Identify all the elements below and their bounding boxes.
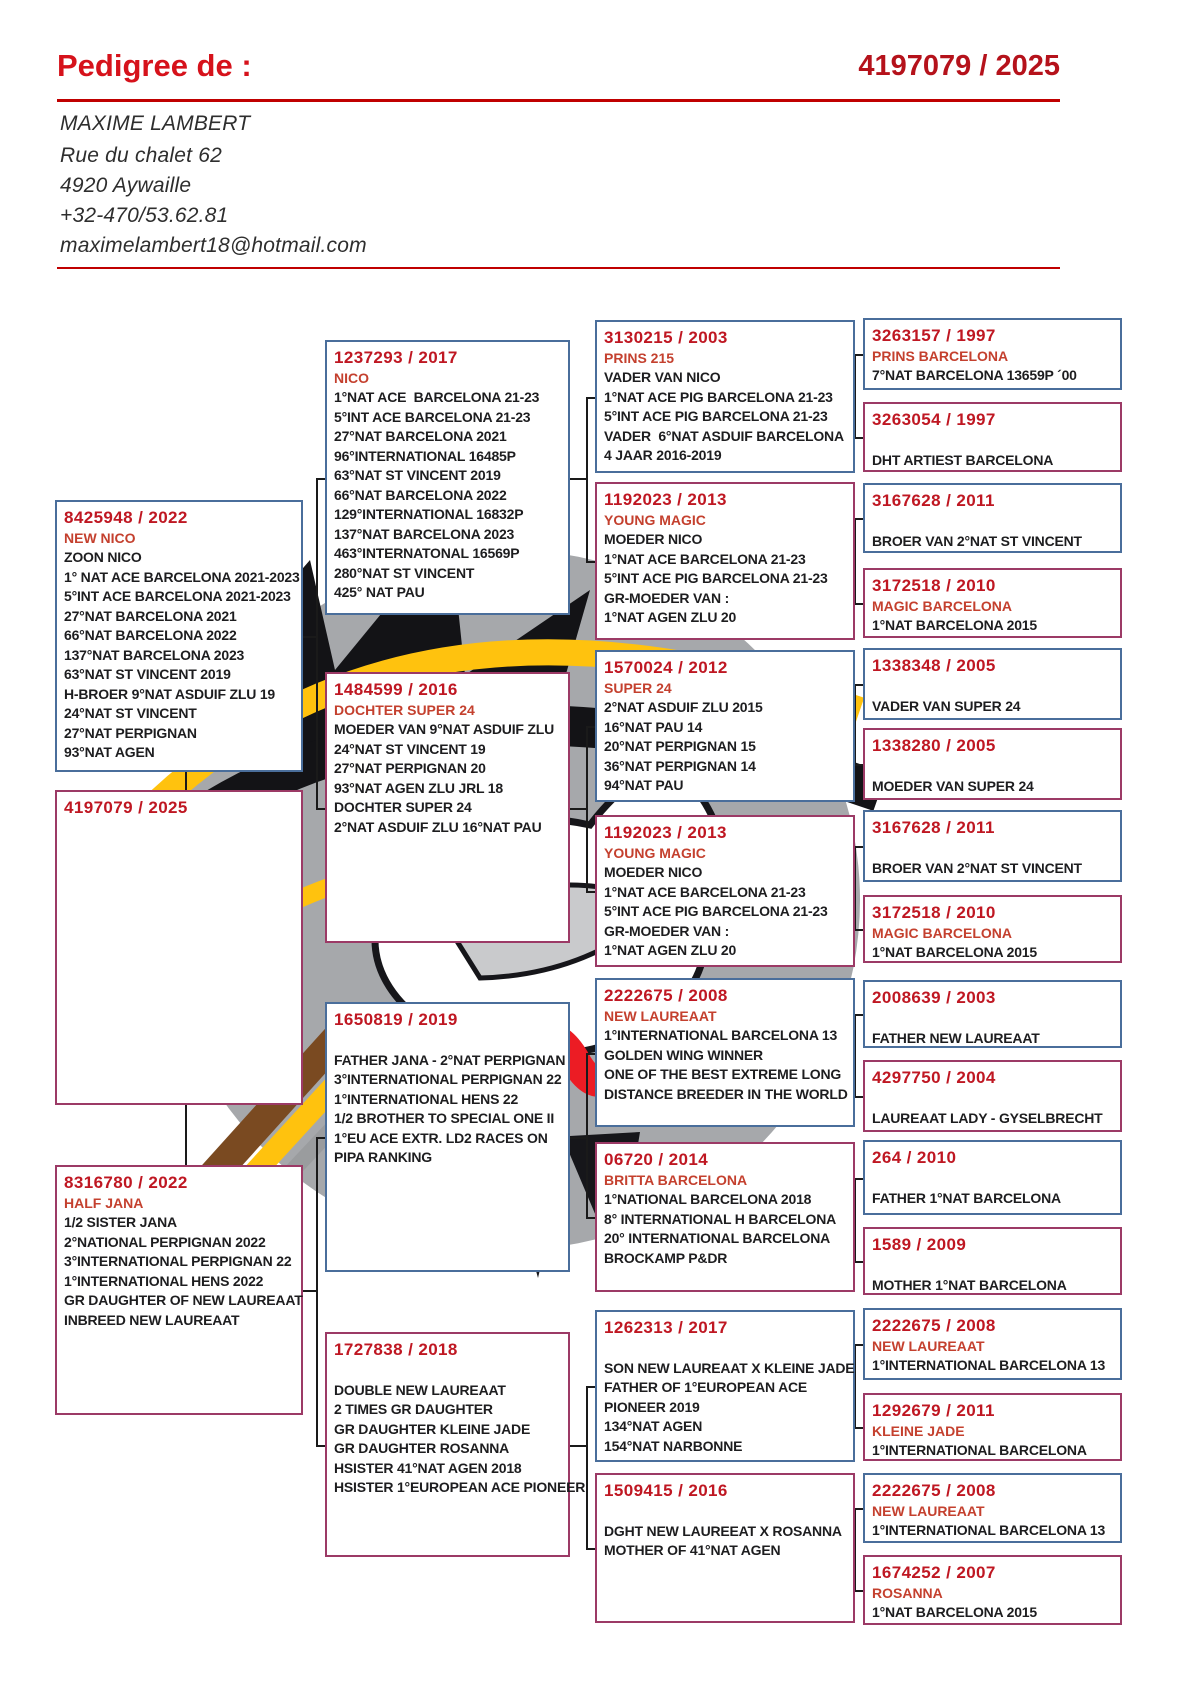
box-detail-line: 5°INT ACE BARCELONA 21-23	[334, 408, 531, 425]
box-detail-line: 1°NAT ACE BARCELONA 21-23	[604, 550, 806, 567]
box-pigeon-name: HALF JANA	[64, 1195, 144, 1211]
box-detail-line: BROER VAN 2°NAT ST VINCENT	[872, 859, 1082, 876]
box-detail-line: 1°INTERNATIONAL BARCELONA 13	[872, 1522, 1106, 1538]
box-detail-line	[334, 1031, 568, 1051]
box-detail-line: MOTHER OF 41°NAT AGEN	[604, 1542, 781, 1558]
box-detail-line: 7°NAT BARCELONA 13659P ´00	[872, 367, 1077, 383]
box-ring-number: 8316780 / 2022	[64, 1173, 188, 1192]
box-detail-line: 154°NAT NARBONNE	[604, 1437, 743, 1454]
box-ring-number: 1509415 / 2016	[604, 1481, 728, 1500]
pedigree-box	[863, 1140, 1122, 1215]
box-detail-line: 16°NAT PAU 14	[604, 718, 703, 735]
box-detail-line: 27°NAT PERPIGNAN	[64, 724, 197, 741]
owner-phone: +32-470/53.62.81	[60, 204, 229, 227]
owner-city: 4920 Aywaille	[60, 174, 192, 197]
owner-street: Rue du chalet 62	[60, 144, 222, 167]
connector-line	[854, 1590, 863, 1592]
box-pigeon-name: KLEINE JADE	[872, 1423, 965, 1439]
box-pigeon-name: NEW LAUREAAT	[872, 1338, 985, 1354]
box-detail-line	[872, 1256, 1120, 1276]
box-detail-line	[872, 512, 1120, 532]
box-detail-line: MOEDER NICO	[604, 864, 703, 880]
box-ring-number: 1484599 / 2016	[334, 680, 458, 699]
connector-line	[185, 1103, 187, 1167]
box-detail-line: SON NEW LAUREAAT X KLEINE JADE	[604, 1359, 855, 1376]
connector-line	[316, 478, 325, 480]
connector-line	[854, 1178, 863, 1180]
pedigree-box	[863, 1060, 1122, 1132]
box-detail-line	[872, 1009, 1120, 1029]
box-detail-line: VADER 6°NAT ASDUIF BARCELONA	[604, 427, 844, 444]
box-detail-line: 93°NAT AGEN ZLU JRL 18	[334, 779, 503, 796]
connector-line	[854, 1344, 863, 1346]
box-ring-number: 1192023 / 2013	[604, 490, 727, 509]
box-ring-number: 1650819 / 2019	[334, 1010, 458, 1029]
box-detail-line: LAUREAAT LADY - GYSELBRECHT	[872, 1109, 1103, 1126]
box-detail-line: H-BROER 9°NAT ASDUIF ZLU 19	[64, 685, 275, 702]
box-detail-line: MOTHER 1°NAT BARCELONA	[872, 1276, 1067, 1293]
connector-line	[586, 561, 595, 563]
page-title: Pedigree de :	[57, 48, 252, 83]
box-detail-line: DOCHTER SUPER 24	[334, 799, 472, 815]
box-pigeon-name: MAGIC BARCELONA	[872, 925, 1012, 941]
pedigree-box	[55, 500, 303, 772]
box-detail-line: 63°NAT ST VINCENT 2019	[334, 467, 501, 483]
box-detail-line: 24°NAT ST VINCENT 19	[334, 740, 486, 757]
box-detail-line: 4 JAAR 2016-2019	[604, 447, 722, 463]
box-pigeon-name: NEW LAUREAAT	[872, 1503, 985, 1519]
connector-line	[854, 518, 863, 520]
box-ring-number: 1338280 / 2005	[872, 736, 996, 755]
pedigree-box	[55, 790, 303, 1105]
connector-line	[854, 846, 863, 848]
box-detail-line: 1°INTERNATIONAL BARCELONA 13	[604, 1027, 838, 1043]
box-pigeon-name: YOUNG MAGIC	[604, 845, 706, 861]
pedigree-box	[863, 810, 1122, 882]
pedigree-box	[595, 320, 855, 473]
box-detail-line	[872, 431, 1120, 451]
box-ring-number: 1338348 / 2005	[872, 656, 996, 675]
box-detail-line: MOEDER VAN 9°NAT ASDUIF ZLU	[334, 721, 555, 737]
owner-name: MAXIME LAMBERT	[60, 112, 251, 135]
box-detail-line: 1°NAT ACE BARCELONA 21-23	[604, 883, 806, 900]
pedigree-box	[863, 483, 1122, 553]
box-detail-line: FATHER NEW LAUREAAT	[872, 1029, 1040, 1046]
box-detail-line: 96°INTERNATIONAL 16485P	[334, 447, 516, 464]
box-pigeon-name: SUPER 24	[604, 680, 672, 696]
pedigree-box	[325, 672, 570, 943]
box-detail-line: 137°NAT BARCELONA 2023	[334, 525, 515, 542]
connector-line	[586, 1386, 595, 1388]
box-ring-number: 4197079 / 2025	[64, 798, 188, 817]
box-detail-line	[872, 839, 1120, 859]
box-detail-line	[334, 1361, 568, 1381]
box-detail-line: GOLDEN WING WINNER	[604, 1046, 763, 1063]
box-detail-line: MOEDER NICO	[604, 531, 703, 547]
box-detail-line: 1°NAT BARCELONA 2015	[872, 944, 1037, 960]
box-pigeon-name: PRINS 215	[604, 350, 675, 366]
header-rule	[57, 99, 1060, 102]
box-detail-line	[604, 1502, 853, 1522]
box-detail-line: GR DAUGHTER KLEINE JADE	[334, 1420, 531, 1437]
pedigree-box	[595, 650, 855, 802]
box-ring-number: 2008639 / 2003	[872, 988, 996, 1007]
box-ring-number: 1727838 / 2018	[334, 1340, 458, 1359]
connector-line	[854, 1096, 863, 1098]
box-detail-line: PIPA RANKING	[334, 1149, 432, 1165]
box-detail-line	[872, 1169, 1120, 1189]
box-detail-line: ONE OF THE BEST EXTREME LONG	[604, 1066, 842, 1082]
box-detail-line: 137°NAT BARCELONA 2023	[64, 646, 245, 663]
box-ring-number: 4297750 / 2004	[872, 1068, 996, 1087]
box-detail-line: 5°INT ACE PIG BARCELONA 21-23	[604, 903, 828, 919]
connector-line	[854, 1508, 863, 1510]
pedigree-box	[325, 1332, 586, 1557]
box-detail-line: GR-MOEDER VAN :	[604, 922, 730, 939]
pedigree-box	[863, 1227, 1122, 1295]
box-ring-number: 3172518 / 2010	[872, 903, 996, 922]
box-detail-line: VADER VAN SUPER 24	[872, 697, 1021, 714]
box-detail-line: 2°NATIONAL PERPIGNAN 2022	[64, 1233, 266, 1250]
box-detail-line: MOEDER VAN SUPER 24	[872, 777, 1034, 794]
box-detail-line: 66°NAT BARCELONA 2022	[64, 627, 237, 643]
pedigree-box	[55, 1165, 303, 1415]
connector-line	[854, 1261, 863, 1263]
pedigree-box	[863, 728, 1122, 800]
pedigree-box	[595, 1142, 855, 1292]
box-detail-line	[872, 1089, 1120, 1109]
box-ring-number: 3263054 / 1997	[872, 410, 996, 429]
pedigree-box	[863, 402, 1122, 472]
owner-email: maximelambert18@hotmail.com	[60, 234, 367, 257]
pedigree-box	[863, 1308, 1122, 1380]
box-ring-number: 2222675 / 2008	[604, 986, 728, 1005]
connector-line	[586, 726, 588, 893]
pedigree-box	[863, 980, 1122, 1048]
box-ring-number: 1262313 / 2017	[604, 1318, 728, 1337]
box-detail-line: FATHER JANA - 2°NAT PERPIGNAN	[334, 1051, 566, 1068]
subject-ring-number: 4197079 / 2025	[858, 50, 1060, 82]
connector-line	[854, 1427, 863, 1429]
pedigree-box	[863, 568, 1122, 638]
box-pigeon-name: BRITTA BARCELONA	[604, 1172, 748, 1188]
box-detail-line: HSISTER 41°NAT AGEN 2018	[334, 1459, 522, 1476]
box-detail-line: 94°NAT PAU	[604, 777, 684, 793]
connector-line	[586, 1217, 595, 1219]
box-detail-line: GR DAUGHTER ROSANNA	[334, 1440, 510, 1456]
box-detail-line: 129°INTERNATIONAL 16832P	[334, 506, 524, 522]
box-detail-line: 1°NAT AGEN ZLU 20	[604, 609, 737, 625]
box-detail-line: FATHER 1°NAT BARCELONA	[872, 1189, 1061, 1206]
box-detail-line: 425° NAT PAU	[334, 584, 425, 600]
box-ring-number: 1292679 / 2011	[872, 1401, 995, 1420]
box-detail-line: 2 TIMES GR DAUGHTER	[334, 1401, 493, 1417]
box-ring-number: 3167628 / 2011	[872, 491, 995, 510]
connector-line	[586, 1386, 588, 1550]
box-ring-number: 3167628 / 2011	[872, 818, 995, 837]
box-detail-line: 2°NAT ASDUIF ZLU 16°NAT PAU	[334, 818, 542, 835]
box-detail-line: 1°NAT BARCELONA 2015	[872, 1604, 1037, 1620]
box-detail-line: 1°INTERNATIONAL HENS 2022	[64, 1272, 264, 1289]
box-ring-number: 1674252 / 2007	[872, 1563, 996, 1582]
connector-line	[586, 1053, 595, 1055]
connector-line	[316, 1445, 325, 1447]
box-detail-line: DOUBLE NEW LAUREAAT	[334, 1381, 506, 1398]
pedigree-box	[863, 1393, 1122, 1461]
box-ring-number: 3172518 / 2010	[872, 576, 996, 595]
box-detail-line: FATHER OF 1°EUROPEAN ACE	[604, 1379, 808, 1395]
box-detail-line: 24°NAT ST VINCENT	[64, 705, 197, 721]
box-detail-line: 5°INT ACE BARCELONA 2021-2023	[64, 588, 291, 604]
box-detail-line	[604, 1339, 853, 1359]
connector-line	[316, 478, 318, 810]
box-detail-line: BROER VAN 2°NAT ST VINCENT	[872, 532, 1082, 549]
box-detail-line	[872, 677, 1120, 697]
box-detail-line: 1°INTERNATIONAL BARCELONA	[872, 1442, 1087, 1458]
connector-line	[854, 929, 863, 931]
box-detail-line: 2°NAT ASDUIF ZLU 2015	[604, 699, 763, 715]
box-pigeon-name: YOUNG MAGIC	[604, 512, 706, 528]
connector-line	[586, 397, 595, 399]
box-pigeon-name: NEW NICO	[64, 530, 136, 546]
box-detail-line: 27°NAT BARCELONA 2021	[64, 607, 237, 624]
pedigree-box	[595, 1473, 855, 1623]
box-detail-line: 1° NAT ACE BARCELONA 2021-2023	[64, 568, 300, 585]
box-detail-line: 134°NAT AGEN	[604, 1418, 703, 1434]
box-detail-line: 93°NAT AGEN	[64, 744, 155, 760]
box-ring-number: 264 / 2010	[872, 1148, 957, 1167]
pedigree-box	[595, 978, 855, 1127]
connector-line	[854, 764, 863, 766]
box-detail-line: ZOON NICO	[64, 549, 142, 565]
box-detail-line: 3°INTERNATIONAL PERPIGNAN 22	[64, 1253, 292, 1269]
connector-line	[586, 1053, 588, 1219]
pedigree-box	[595, 815, 855, 967]
box-detail-line: 27°NAT BARCELONA 2021	[334, 428, 507, 444]
box-ring-number: 1237293 / 2017	[334, 348, 458, 367]
box-detail-line: 463°INTERNATONAL 16569P	[334, 545, 520, 561]
pedigree-box	[863, 1555, 1122, 1625]
connector-line	[586, 397, 588, 563]
connector-line	[586, 891, 595, 893]
box-ring-number: 2222675 / 2008	[872, 1316, 996, 1335]
box-detail-line: 5°INT ACE PIG BARCELONA 21-23	[604, 408, 828, 424]
box-detail-line: 1°INTERNATIONAL HENS 22	[334, 1090, 519, 1107]
box-ring-number: 06720 / 2014	[604, 1150, 709, 1169]
connector-line	[586, 726, 595, 728]
pedigree-box	[595, 1310, 855, 1462]
box-detail-line: VADER VAN NICO	[604, 369, 721, 385]
box-pigeon-name: NEW LAUREAAT	[604, 1008, 717, 1024]
box-detail-line: BROCKAMP P&DR	[604, 1249, 728, 1266]
box-detail-line: HSISTER 1°EUROPEAN ACE PIONEER	[334, 1479, 586, 1495]
box-detail-line: 1°NAT ACE PIG BARCELONA 21-23	[604, 388, 833, 405]
pedigree-box	[863, 895, 1122, 963]
box-detail-line: 8° INTERNATIONAL H BARCELONA	[604, 1210, 837, 1227]
box-detail-line: GR DAUGHTER OF NEW LAUREAAT	[64, 1292, 303, 1308]
box-detail-line: INBREED NEW LAUREAAT	[64, 1311, 240, 1328]
box-detail-line: 27°NAT PERPIGNAN 20	[334, 760, 486, 776]
pedigree-box	[863, 1473, 1122, 1543]
box-ring-number: 1589 / 2009	[872, 1235, 967, 1254]
pedigree-box	[325, 1002, 570, 1272]
connector-line	[854, 684, 863, 686]
box-ring-number: 3130215 / 2003	[604, 328, 728, 347]
pedigree-box	[863, 648, 1122, 720]
box-detail-line: 1°NAT AGEN ZLU 20	[604, 942, 737, 958]
box-ring-number: 3263157 / 1997	[872, 326, 996, 345]
connector-line	[316, 808, 325, 810]
connector-line	[854, 603, 863, 605]
connector-line	[586, 1548, 595, 1550]
box-detail-line: PIONEER 2019	[604, 1398, 700, 1415]
box-ring-number: 1192023 / 2013	[604, 823, 727, 842]
box-detail-line: 1°NATIONAL BARCELONA 2018	[604, 1191, 812, 1207]
box-detail-line: 1/2 BROTHER TO SPECIAL ONE II	[334, 1110, 555, 1126]
box-detail-line: 3°INTERNATIONAL PERPIGNAN 22	[334, 1071, 562, 1087]
pedigree-box	[325, 340, 570, 615]
box-detail-line: 63°NAT ST VINCENT 2019	[64, 666, 231, 682]
box-detail-line: 280°NAT ST VINCENT	[334, 564, 475, 581]
box-detail-line: 1°EU ACE EXTR. LD2 RACES ON	[334, 1129, 548, 1146]
box-detail-line: 1/2 SISTER JANA	[64, 1214, 177, 1230]
pedigree-box	[595, 482, 855, 640]
box-pigeon-name: PRINS BARCELONA	[872, 348, 1009, 364]
box-detail-line: 36°NAT PERPIGNAN 14	[604, 757, 756, 774]
pedigree-box	[863, 318, 1122, 390]
address-rule	[57, 267, 1060, 269]
box-pigeon-name: NICO	[334, 370, 369, 386]
connector-line	[185, 770, 187, 792]
connector-line	[316, 1137, 325, 1139]
box-pigeon-name: ROSANNA	[872, 1585, 943, 1601]
box-pigeon-name: MAGIC BARCELONA	[872, 598, 1012, 614]
connector-line	[854, 354, 863, 356]
connector-line	[854, 1014, 863, 1016]
box-detail-line: DHT ARTIEST BARCELONA	[872, 451, 1054, 468]
box-detail-line: GR-MOEDER VAN :	[604, 589, 730, 606]
box-detail-line: DGHT NEW LAUREEAT X ROSANNA	[604, 1522, 842, 1539]
box-detail-line: 20°NAT PERPIGNAN 15	[604, 738, 756, 754]
box-detail-line: 66°NAT BARCELONA 2022	[334, 486, 507, 503]
box-detail-line: 5°INT ACE PIG BARCELONA 21-23	[604, 570, 828, 586]
box-detail-line: 1°INTERNATIONAL BARCELONA 13	[872, 1357, 1106, 1373]
box-ring-number: 1570024 / 2012	[604, 658, 728, 677]
box-detail-line: DISTANCE BREEDER IN THE WORLD	[604, 1085, 848, 1102]
box-ring-number: 8425948 / 2022	[64, 508, 188, 527]
box-detail-line: 1°NAT BARCELONA 2015	[872, 617, 1037, 633]
box-detail-line	[872, 757, 1120, 777]
box-detail-line: 20° INTERNATIONAL BARCELONA	[604, 1230, 831, 1246]
box-ring-number: 2222675 / 2008	[872, 1481, 996, 1500]
connector-line	[316, 1137, 318, 1447]
box-pigeon-name: DOCHTER SUPER 24	[334, 702, 475, 718]
connector-line	[854, 437, 863, 439]
box-detail-line: 1°NAT ACE BARCELONA 21-23	[334, 389, 540, 405]
